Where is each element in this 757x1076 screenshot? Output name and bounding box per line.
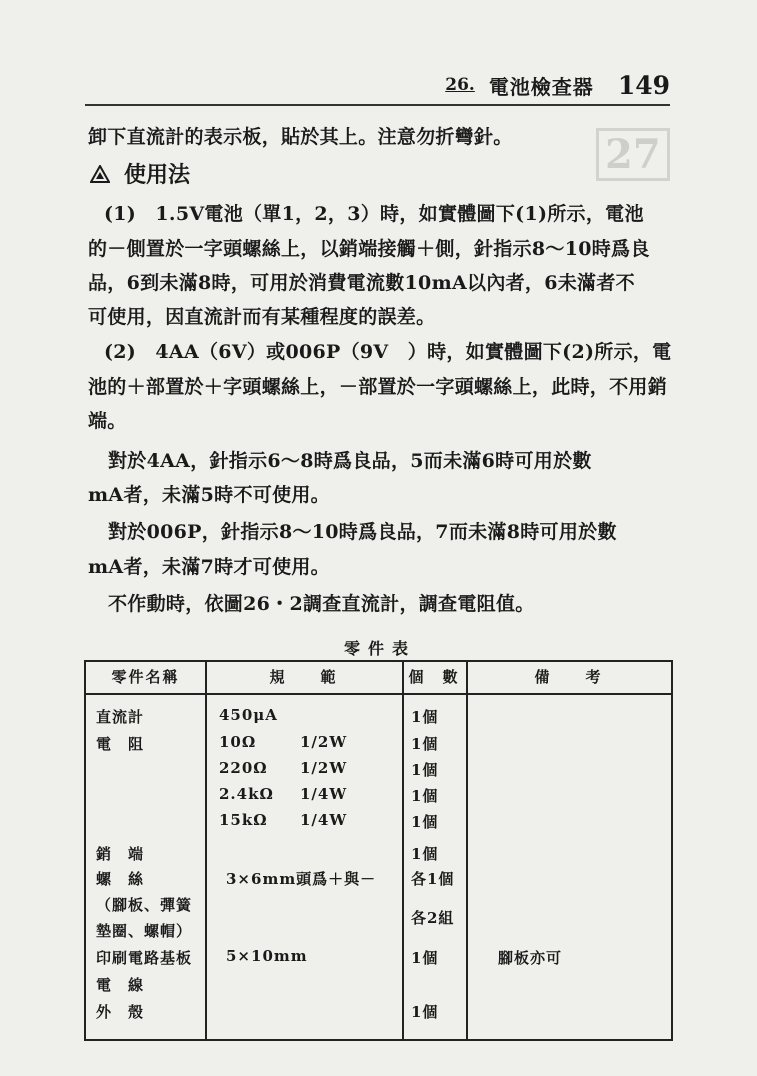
qty-cell: 1個 [411, 735, 439, 753]
part-name-cell: 墊圈、螺帽） [96, 922, 193, 940]
wattage-cell: 1/2W [300, 733, 348, 751]
page-number: 149 [617, 70, 670, 100]
qty-cell: 1個 [411, 1003, 439, 1021]
qty-cell: 1個 [411, 949, 439, 967]
para2-line: (2) 4AA（6V）或006P（9V ）時，如實體圖下(2)所示，電 [104, 341, 672, 363]
table-column-divider [205, 662, 207, 1039]
qty-cell: 1個 [411, 787, 439, 805]
part-name-cell: 印刷電路基板 [96, 949, 193, 967]
table-column-divider [402, 662, 404, 1039]
qty-cell: 1個 [411, 761, 439, 779]
part-name-cell: 外 殼 [96, 1003, 145, 1021]
para2-line: 端。 [88, 410, 127, 432]
spec-cell: 220Ω [219, 759, 268, 777]
qty-cell: 1個 [411, 708, 439, 726]
spec-cell: 15kΩ [219, 811, 268, 829]
qty-cell: 1個 [411, 845, 439, 863]
wattage-cell: 1/4W [300, 811, 348, 829]
part-name-cell: 螺 絲 [96, 870, 145, 888]
para1-line: 的－側置於一字頭螺絲上，以銷端接觸＋側，針指示8～10時爲良 [88, 238, 650, 260]
header-spec: 規 範 [269, 668, 338, 686]
header-qty: 個 數 [408, 668, 460, 686]
intro-line: 卸下直流計的表示板，貼於其上。注意勿折彎針。 [88, 126, 513, 148]
table-column-divider [466, 662, 468, 1039]
part-name-cell: 直流計 [96, 708, 145, 726]
part-name-cell: （腳板、彈簧 [96, 896, 193, 914]
para4-line: mA者，未滿7時才可使用。 [88, 556, 330, 578]
note-cell: 腳板亦可 [498, 949, 563, 967]
spec-cell: 10Ω [219, 733, 257, 751]
section-title: 使用法 [124, 162, 191, 188]
table-header-rule [86, 693, 671, 695]
triangle-icon [90, 165, 110, 183]
qty-cell: 各1個 [411, 870, 455, 888]
spec-cell: 450μA [219, 706, 278, 724]
wattage-cell: 1/4W [300, 785, 348, 803]
header-rule [85, 104, 670, 106]
header-part-name: 零件名稱 [111, 668, 180, 686]
bleed-through-mark: 27 [596, 128, 670, 181]
section-heading [90, 158, 190, 189]
parts-table-title: 零件表 [343, 639, 416, 658]
chapter-number: 26. [445, 75, 475, 95]
para1-line: 可使用，因直流計而有某種程度的誤差。 [88, 306, 436, 328]
part-name-cell: 電 線 [96, 976, 145, 994]
spec-cell: 2.4kΩ [219, 785, 274, 803]
spec-cell: 3×6mm頭爲＋與－ [226, 870, 377, 888]
para1-line: 品，6到未滿8時，可用於消費電流數10mA以內者，6未滿者不 [88, 272, 635, 294]
parts-table [84, 660, 673, 1041]
part-name-cell: 電 阻 [96, 735, 145, 753]
part-name-cell: 銷 端 [96, 845, 145, 863]
para5-line: 不作動時，依圖26・2調查直流計，調查電阻值。 [108, 593, 535, 615]
para1-line: (1) 1.5V電池（單1，2，3）時，如實體圖下(1)所示，電池 [104, 203, 644, 225]
chapter-title: 電池檢查器 [488, 74, 594, 99]
para4-line: 對於006P，針指示8～10時爲良品，7而未滿8時可用於數 [108, 521, 617, 543]
running-header [85, 70, 670, 100]
para3-line: 對於4AA，針指示6～8時爲良品，5而未滿6時可用於數 [108, 450, 592, 472]
qty-cell: 1個 [411, 813, 439, 831]
qty-cell: 各2組 [411, 909, 455, 927]
spec-cell: 5×10mm [226, 947, 308, 965]
wattage-cell: 1/2W [300, 759, 348, 777]
para3-line: mA者，未滿5時不可使用。 [88, 484, 330, 506]
para2-line: 池的＋部置於＋字頭螺絲上，－部置於一字頭螺絲上，此時，不用銷 [88, 376, 668, 398]
header-note: 備 考 [534, 668, 603, 686]
